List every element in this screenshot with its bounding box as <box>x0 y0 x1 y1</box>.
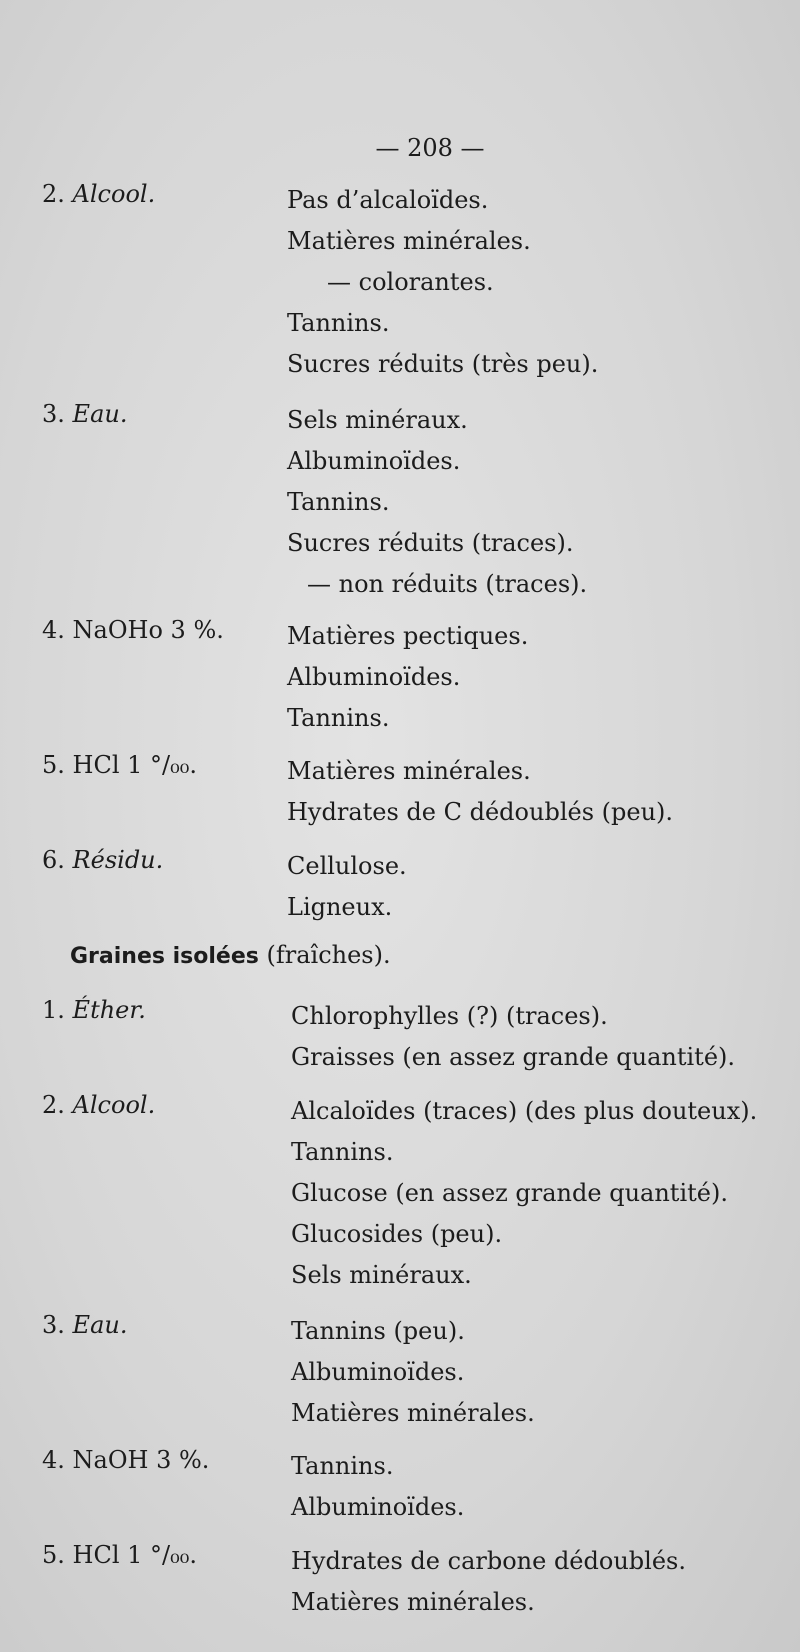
entry-line: Matières minérales. <box>291 1588 535 1616</box>
entry-name: HCl 1 °/₀₀. <box>72 1541 197 1569</box>
entry-name: Résidu. <box>72 846 164 874</box>
entry-name: NaOHo 3 %. <box>72 616 224 644</box>
entry-line: Matières minérales. <box>287 227 531 255</box>
entry-line: Albuminoïdes. <box>291 1493 465 1521</box>
entry-name: NaOH 3 %. <box>72 1446 210 1474</box>
entry-line: Hydrates de carbone dédoublés. <box>291 1547 686 1575</box>
entry-number: 3. <box>42 400 65 428</box>
entry-name: HCl 1 °/₀₀. <box>72 751 197 779</box>
entry-line: Chlorophylles (?) (traces). <box>291 1002 608 1030</box>
subheading-rest: (fraîches). <box>258 941 391 969</box>
entry-line: Ligneux. <box>287 893 393 921</box>
entry-line: Tannins. <box>291 1138 394 1166</box>
entry-line: Glucose (en assez grande quantité). <box>291 1179 728 1207</box>
entry-number: 4. <box>42 1446 65 1474</box>
entry-line: Sucres réduits (traces). <box>287 529 574 557</box>
entry-line: Alcaloïdes (traces) (des plus douteux). <box>291 1097 758 1125</box>
entry-number: 6. <box>42 846 65 874</box>
entry-line: Matières pectiques. <box>287 622 529 650</box>
entry-line: Graisses (en assez grande quantité). <box>291 1043 736 1071</box>
entry-line: Tannins. <box>287 488 390 516</box>
entry-line: Tannins. <box>287 309 390 337</box>
entry-line: Pas d’alcaloïdes. <box>287 186 489 214</box>
page-number-text: — 208 — <box>375 134 485 162</box>
entry-line: Cellulose. <box>287 852 407 880</box>
entry-name: Éther. <box>72 996 146 1024</box>
entry-name: Eau. <box>72 1311 128 1339</box>
subheading-bold: Graines isolées <box>70 944 259 969</box>
entry-line: Glucosides (peu). <box>291 1220 503 1248</box>
entry-line: — non réduits (traces). <box>307 570 588 598</box>
entry-number: 4. <box>42 616 65 644</box>
entry-name: Eau. <box>72 400 128 428</box>
entry-number: 3. <box>42 1311 65 1339</box>
subheading <box>70 941 391 969</box>
entry-line: Tannins (peu). <box>291 1317 465 1345</box>
entry-line: Matières minérales. <box>291 1399 535 1427</box>
entry-line: Albuminoïdes. <box>287 663 461 691</box>
entry-number: 5. <box>42 751 65 779</box>
entry-line: Sels minéraux. <box>291 1261 472 1289</box>
entry-line: — colorantes. <box>327 268 494 296</box>
entry-line: Tannins. <box>287 704 390 732</box>
entry-line: Sels minéraux. <box>287 406 468 434</box>
entry-number: 1. <box>42 996 65 1024</box>
entry-name: Alcool. <box>72 180 156 208</box>
entry-name: Alcool. <box>72 1091 156 1119</box>
entry-number: 2. <box>42 180 65 208</box>
entry-line: Sucres réduits (très peu). <box>287 350 599 378</box>
entry-line: Tannins. <box>291 1452 394 1480</box>
entry-number: 2. <box>42 1091 65 1119</box>
entry-line: Albuminoïdes. <box>287 447 461 475</box>
entry-line: Albuminoïdes. <box>291 1358 465 1386</box>
entry-line: Matières minérales. <box>287 757 531 785</box>
entry-number: 5. <box>42 1541 65 1569</box>
page-number <box>0 134 800 162</box>
entry-line: Hydrates de C dédoublés (peu). <box>287 798 674 826</box>
